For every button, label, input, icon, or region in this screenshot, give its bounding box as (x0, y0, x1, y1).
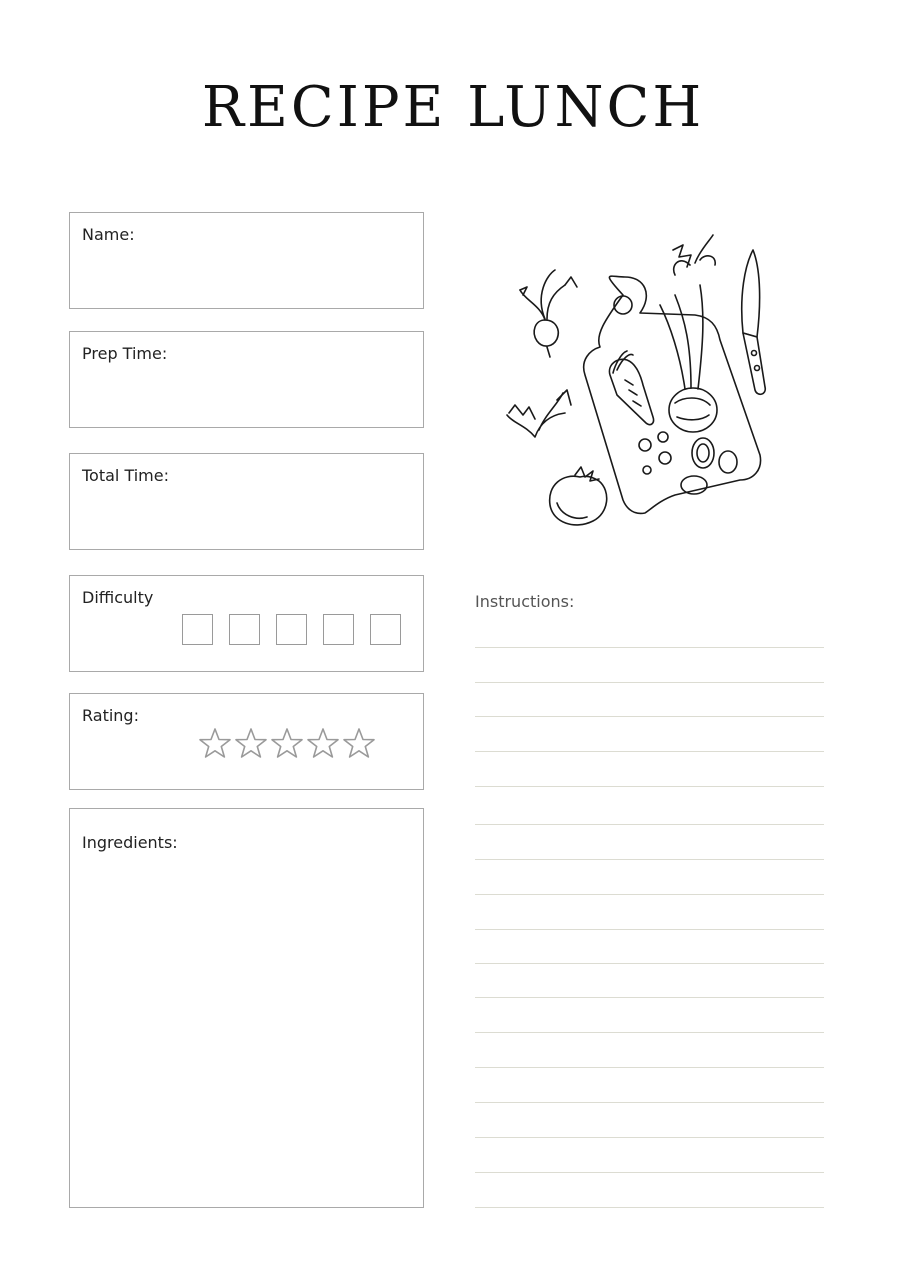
total-time-label: Total Time: (82, 466, 169, 485)
instruction-line[interactable] (475, 647, 824, 648)
difficulty-label: Difficulty (82, 588, 154, 607)
star-icon[interactable] (198, 727, 232, 759)
instruction-line[interactable] (475, 786, 824, 787)
difficulty-box-3[interactable] (276, 614, 307, 645)
instruction-line[interactable] (475, 1102, 824, 1103)
instruction-line[interactable] (475, 859, 824, 860)
instruction-line[interactable] (475, 1207, 824, 1208)
instruction-line[interactable] (475, 1137, 824, 1138)
name-label: Name: (82, 225, 135, 244)
difficulty-checkboxes (182, 614, 401, 645)
instruction-line[interactable] (475, 1067, 824, 1068)
instruction-line[interactable] (475, 929, 824, 930)
name-field[interactable] (69, 212, 424, 309)
star-icon[interactable] (234, 727, 268, 759)
difficulty-box-1[interactable] (182, 614, 213, 645)
instruction-line[interactable] (475, 894, 824, 895)
difficulty-box-4[interactable] (323, 614, 354, 645)
instruction-line[interactable] (475, 716, 824, 717)
star-icon[interactable] (270, 727, 304, 759)
rating-stars (198, 727, 376, 759)
total-time-field[interactable] (69, 453, 424, 550)
cutting-board-vegetables-illustration (495, 225, 800, 535)
instructions-label: Instructions: (475, 592, 575, 611)
rating-label: Rating: (82, 706, 139, 725)
instruction-line[interactable] (475, 824, 824, 825)
difficulty-field (69, 575, 424, 672)
ingredients-label: Ingredients: (82, 833, 178, 852)
prep-time-label: Prep Time: (82, 344, 168, 363)
difficulty-box-2[interactable] (229, 614, 260, 645)
instruction-line[interactable] (475, 1172, 824, 1173)
instruction-line[interactable] (475, 751, 824, 752)
instruction-line[interactable] (475, 963, 824, 964)
prep-time-field[interactable] (69, 331, 424, 428)
instruction-line[interactable] (475, 997, 824, 998)
star-icon[interactable] (306, 727, 340, 759)
instruction-line[interactable] (475, 682, 824, 683)
rating-field (69, 693, 424, 790)
difficulty-box-5[interactable] (370, 614, 401, 645)
instruction-line[interactable] (475, 1032, 824, 1033)
ingredients-field[interactable] (69, 808, 424, 1208)
page-title: RECIPE LUNCH (201, 75, 705, 140)
star-icon[interactable] (342, 727, 376, 759)
